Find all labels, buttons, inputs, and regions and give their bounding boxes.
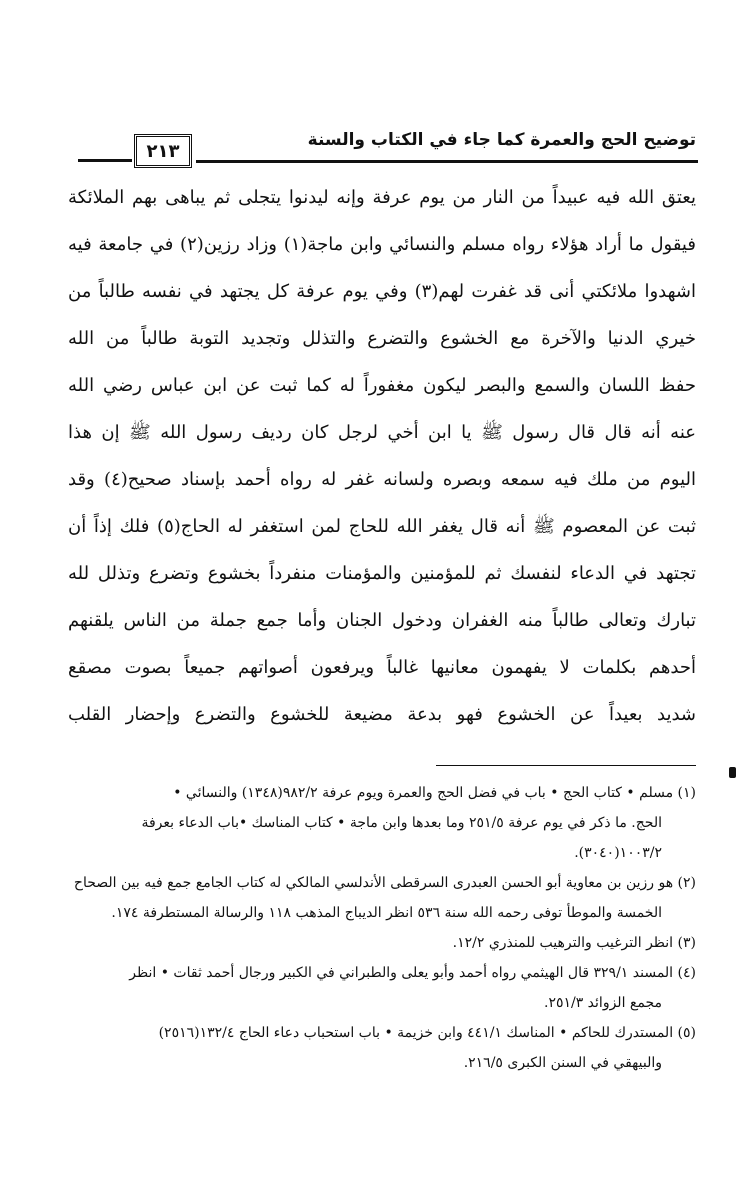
body-line: اليوم من ملك فيه سمعه وبصره ولسانه غفر له رواه أحمد بإسناد صحيح(٤) وقد — [68, 469, 696, 490]
footnote-line: مجمع الزوائد ٢٥١/٣. — [543, 995, 662, 1011]
footnote-3 — [66, 928, 696, 958]
header-rule-left — [78, 159, 132, 162]
footnote-1 — [66, 778, 696, 868]
body-line: تجتهد في الدعاء لنفسك ثم للمؤمنين والمؤمنات منفرداً بخشوع وتضرع وتذلل لله — [68, 563, 696, 584]
running-title: توضيح الحج والعمرة كما جاء في الكتاب والسنة — [307, 130, 696, 150]
body-line: اشهدوا ملائكتي أنى قد غفرت لهم(٣) وفي يوم عرفة كل يجتهد في نفسه طالباً من — [68, 281, 696, 302]
footnote-line: (٤) المسند ٣٢٩/١ قال الهيثمي رواه أحمد وأبو يعلى والطبراني في الكبير ورجال أحمد ثقات • انظر — [129, 965, 696, 981]
footnote-line: (٣) انظر الترغيب والترهيب للمنذري ١٢/٢. — [452, 935, 696, 951]
body-line: عنه أنه قال قال رسول ﷺ يا ابن أخي لرجل كان رديف رسول الله ﷺ إن هذا — [68, 422, 696, 443]
body-line: تبارك وتعالى طالباً منه الغفران ودخول الجنان وأما جمع جملة من الناس يلقنهم — [68, 610, 696, 631]
footnote-line: (١) مسلم • كتاب الحج • باب في فضل الحج والعمرة ويوم عرفة ٩٨٢/٢(١٣٤٨) والنسائي • — [173, 785, 696, 801]
body-line: يعتق الله فيه عبيداً من النار من يوم عرفة وإنه ليدنوا يتجلى ثم يباهى بهم الملائكة — [68, 187, 696, 208]
header-rule — [196, 160, 698, 163]
footnote-4 — [66, 958, 696, 1018]
footnote-5 — [66, 1018, 696, 1078]
footnote-line: ١٠٠٣/٢(٣٠٤٠). — [574, 845, 662, 861]
body-line: فيقول ما أراد هؤلاء رواه مسلم والنسائي وابن ماجة(١) وزاد رزين(٢) في جامعة فيه — [68, 234, 696, 255]
body-line: حفظ اللسان والسمع والبصر ليكون مغفوراً له كما ثبت عن ابن عباس رضي الله — [68, 375, 696, 396]
footnotes — [66, 778, 696, 1078]
body-line: خيري الدنيا والآخرة مع الخشوع والتضرع والتذلل وتجديد التوبة طالباً من الله — [68, 328, 696, 349]
body-text — [68, 174, 696, 738]
body-line: أحدهم بكلمات لا يفهمون معانيها غالباً ويرفعون أصواتهم جميعاً بصوت مصقع — [68, 657, 696, 678]
page-number: ٢١٣ — [134, 134, 192, 168]
footnote-line: (٢) هو رزين بن معاوية أبو الحسن العبدرى السرقطى الأندلسي المالكي له كتاب الجامع جمع فيه بين الصحاح — [73, 875, 696, 891]
footnote-2 — [66, 868, 696, 928]
body-line: شديد بعيداً عن الخشوع فهو بدعة مضيعة للخشوع والتضرع وإحضار القلب — [68, 704, 696, 725]
margin-mark — [729, 767, 736, 778]
footnote-separator — [436, 765, 696, 766]
footnote-line: (٥) المستدرك للحاكم • المناسك ٤٤١/١ وابن خزيمة • باب استحباب دعاء الحاج ١٣٢/٤(٢٥١٦) — [158, 1025, 696, 1041]
footnote-line: الخمسة والموطأ توفى رحمه الله سنة ٥٣٦ انظر الديباج المذهب ١١٨ والرسالة المستطرفة ١٧٤. — [111, 905, 662, 921]
footnote-line: الحج. ما ذكر في يوم عرفة ٢٥١/٥ وما بعدها وابن ماجة • كتاب المناسك •باب الدعاء بعرفة — [141, 815, 662, 831]
body-line: ثبت عن المعصوم ﷺ أنه قال يغفر الله للحاج لمن استغفر له الحاج(٥) فلك إذاً أن — [68, 516, 696, 537]
footnote-line: والبيهقي في السنن الكبرى ٢١٦/٥. — [463, 1055, 662, 1071]
